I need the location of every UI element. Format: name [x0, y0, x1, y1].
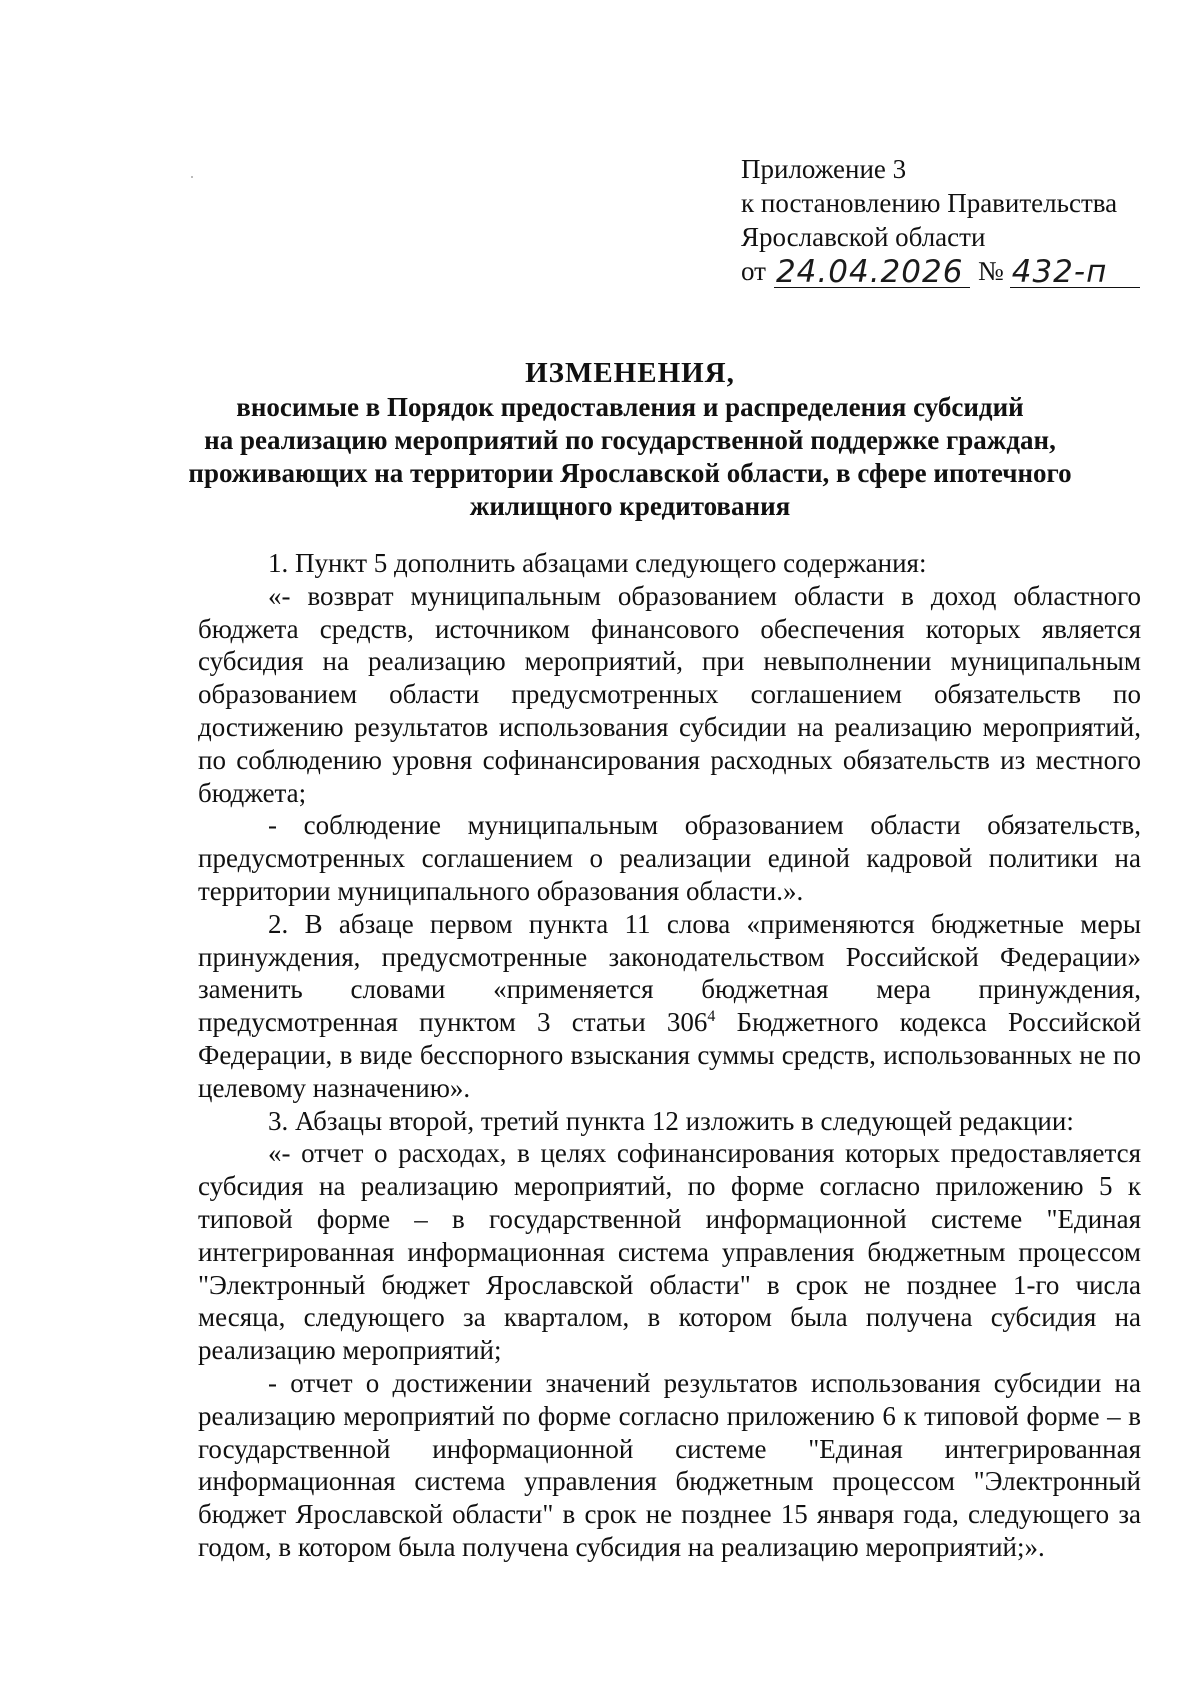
appendix-header	[741, 152, 1161, 288]
paragraph-7: - отчет о достижении значений результатов использования субсидии на реализацию мероприятий по форме согласно приложению 6 к типовой форме – в государственной информационной системе "Единая интегрированная информационная система управления бюджетным процессом "Электронный бюджет Ярославской области" в срок не позднее 15 января года, следующего за годом, в котором была получена субсидия на реализацию мероприятий;».	[198, 1367, 1141, 1562]
paragraph-6: «- отчет о расходах, в целях софинансирования которых предоставляется субсидия на реализацию мероприятий, по форме согласно приложению 5 к типовой форме – в государственной информационной системе "Единая интегрированная информационная система управления бюджетным процессом "Электронный бюджет Ярославской области" в срок не позднее 1-го числа месяца, следующего за кварталом, в котором была получена субсидия на реализацию мероприятий;	[198, 1138, 1141, 1366]
document-title	[180, 355, 1080, 523]
paragraph-4	[198, 908, 1141, 1105]
superscript: 4	[707, 1008, 716, 1026]
document-body	[198, 547, 1141, 1564]
paragraph-4-text-a: 2. В абзаце первом пункта 11 слова «применяются бюджетные меры принуждения, предусмотренные законодательством Российской Федерации» заменить словами «применяется бюджетная мера принуждения, предусмотренная пунктом 3 статьи 306	[198, 908, 1141, 1038]
title-line: жилищного кредитования	[469, 491, 791, 521]
title-main: ИЗМЕНЕНИЯ,	[525, 357, 735, 389]
paragraph-2: «- возврат муниципальным образованием области в доход областного бюджета средств, источником финансового обеспечения которых является субсидия на реализацию мероприятий, при невыполнении муниципальным образованием области предусмотренных соглашением обязательств по достижению результатов использования субсидии на реализацию мероприятий, по соблюдению уровня софинансирования расходных обязательств из местного бюджета;	[198, 580, 1141, 808]
date-prefix: от	[741, 256, 766, 286]
number-sign: №	[977, 256, 1004, 286]
title-line: вносимые в Порядок предоставления и распределения субсидий	[236, 392, 1024, 422]
appendix-title: Приложение 3	[741, 154, 907, 184]
title-line: проживающих на территории Ярославской области, в сфере ипотечного	[188, 458, 1072, 488]
paragraph-3: - соблюдение муниципальным образованием области обязательств, предусмотренных соглашением о реализации единой кадровой политики на территории муниципального образования области.».	[198, 810, 1141, 906]
handwritten-date: 24.04.2026	[774, 257, 970, 288]
scan-speck	[191, 176, 193, 178]
handwritten-number: 432-п	[1010, 257, 1140, 288]
paragraph-1: 1. Пункт 5 дополнить абзацами следующего содержания:	[268, 548, 927, 578]
paragraph-4-text-b: Бюджетного кодекса Российской Федерации, в виде бесспорного взыскания суммы средств, использованных не по целевому назначению».	[198, 1007, 1142, 1103]
appendix-resolution: к постановлению Правительства	[741, 188, 1118, 218]
paragraph-5: 3. Абзацы второй, третий пункта 12 изложить в следующей редакции:	[268, 1105, 1074, 1136]
appendix-date-line	[741, 254, 1161, 288]
title-line: на реализацию мероприятий по государственной поддержке граждан,	[204, 425, 1056, 455]
appendix-region: Ярославской области	[741, 222, 986, 252]
